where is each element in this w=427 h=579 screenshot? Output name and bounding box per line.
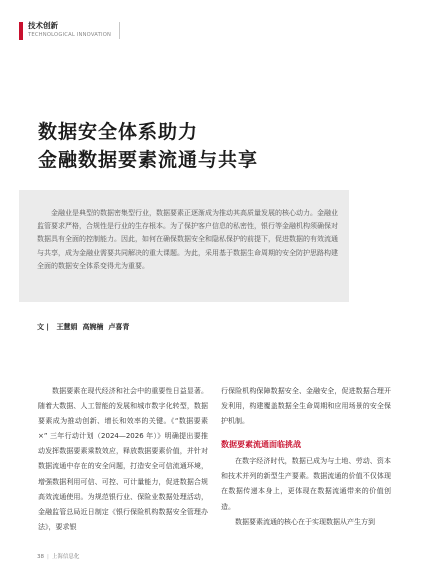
body-paragraph: 数据要素在现代经济和社会中的重要性日益显著。随着大数据、人工智能的发展和城市数字化转型，数据要素成为推动创新、增长和效率的关键。《“数据要素 ×” 三年行动计划（2024—2026 年）》明确提出要推动发挥数据要素乘数效应，释放数据要素价值，并针对数据流通中存在的安全问题，打造安全可信流通环境，增强数据利用可信、可控、可计量能力，促进数据合规高效流通使用。为规范银行业、保险业数据处理活动，金融监管总局近日制定《银行保险机构数据安全管理办法》，要求银	[38, 387, 208, 531]
author-name: 王慧娟	[56, 323, 78, 331]
page-number: 38	[37, 554, 44, 560]
section-tag-cn: 技术创新	[28, 21, 58, 30]
section-tag	[19, 21, 111, 40]
author-line	[37, 322, 134, 332]
section-tag-bar	[19, 22, 23, 40]
section-tag-en: TECHNOLOGICAL INNOVATION	[28, 32, 112, 38]
title-line-2: 金融数据要素流通与共享	[38, 149, 259, 171]
abstract-text: 金融业是典型的数据密集型行业，数据要素正逐渐成为推动其高质量发展的核心动力。金融业监管要求严格，合规性是行业的生存根本。为了保护客户信息的私密性，银行等金融机构须确保对数据具有全面的控制能力。因此，如何在确保数据安全和隐私保护的前提下，促进数据的有效流通与共享，成为金融业需要共同解决的重大课题。为此，采用基于数据生命周期的安全防护思路构建全面的数据安全体系变得尤为重要。	[37, 209, 338, 270]
title-line-1: 数据安全体系助力	[38, 121, 199, 143]
author-prefix: 文 |	[37, 323, 52, 331]
body-paragraph-continued: 行保险机构保障数据安全、金融安全，促进数据合理开发利用，构建覆盖数据全生命周期和应用场景的安全保护机制。	[221, 387, 391, 426]
body-column-right	[221, 384, 391, 530]
section-tag-text	[28, 21, 111, 39]
body-paragraph: 在数字经济时代，数据已成为与土地、劳动、资本和技术并列的新型生产要素。数据流通的价值不仅体现在数据传递本身上，更体现在数据流通带来的价值创造。	[221, 457, 391, 511]
article-title	[38, 118, 258, 174]
page-footer: 38 | 上海信息化	[37, 554, 80, 560]
body-column-left	[38, 384, 208, 535]
section-heading: 数据要素流通面临挑战	[221, 440, 301, 450]
abstract-box	[19, 190, 349, 302]
publication-name: 上海信息化	[51, 554, 80, 560]
header-divider	[119, 22, 120, 39]
author-name: 卢喜青	[108, 323, 130, 331]
author-name: 高婉楠	[82, 323, 104, 331]
body-paragraph: 数据要素流通的核心在于实现数据从产生方到	[235, 517, 375, 526]
